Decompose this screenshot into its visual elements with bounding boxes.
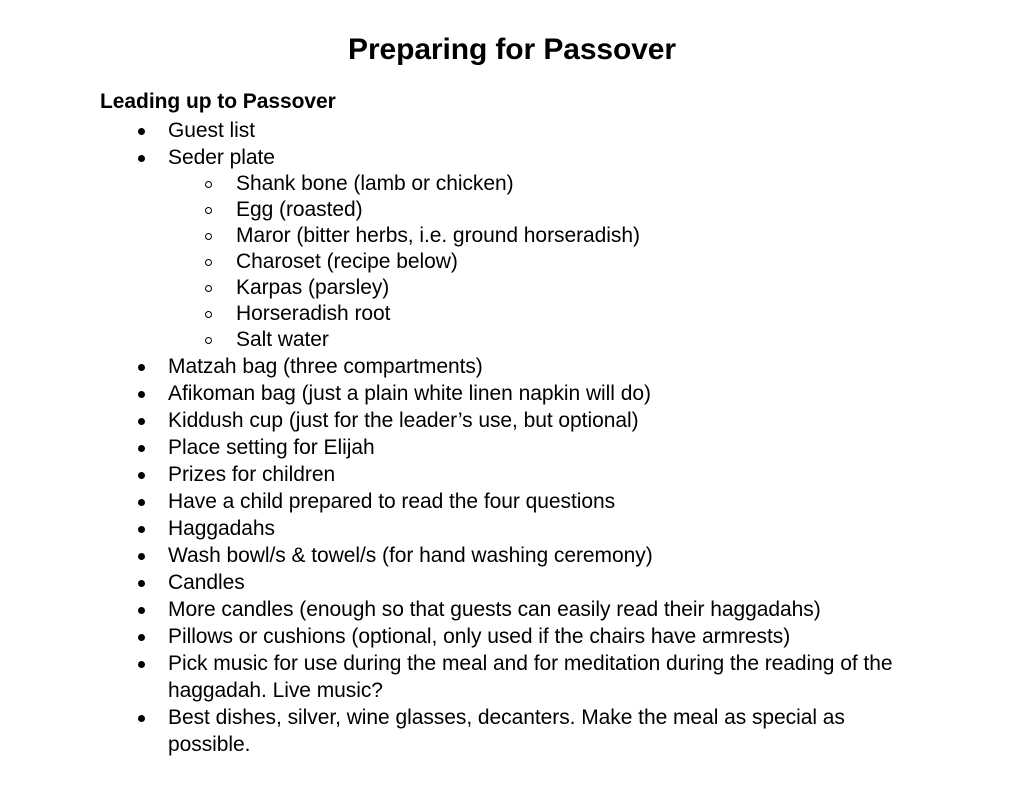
sub-list-item (0, 197, 1024, 223)
checklist (0, 117, 1024, 758)
list-item-label: Prizes for children (168, 463, 336, 486)
bullet-disc-icon (138, 661, 145, 668)
list-item-label: Place setting for Elijah (168, 436, 375, 459)
sub-list-item-label: Shank bone (lamb or chicken) (236, 172, 514, 195)
bullet-disc-icon (138, 364, 145, 371)
bullet-circle-icon (205, 207, 212, 214)
sub-list-item (0, 249, 1024, 275)
page-title: Preparing for Passover (348, 33, 676, 66)
list-item-label: More candles (enough so that guests can easily read their haggadahs) (168, 598, 821, 621)
sub-list-item (0, 301, 1024, 327)
bullet-circle-icon (205, 233, 212, 240)
bullet-circle-icon (205, 311, 212, 318)
bullet-disc-icon (138, 155, 145, 162)
bullet-disc-icon (138, 526, 145, 533)
sub-list-item-label: Egg (roasted) (236, 198, 363, 221)
list-item (0, 461, 910, 488)
sub-list-item (0, 275, 1024, 301)
section-leading-up-to-passover (0, 88, 1024, 758)
bullet-disc-icon (138, 391, 145, 398)
list-item (0, 434, 910, 461)
list-item (0, 407, 910, 434)
list-item-label: Guest list (168, 119, 256, 142)
bullet-disc-icon (138, 445, 145, 452)
list-item (0, 542, 910, 569)
list-item-label: Haggadahs (168, 517, 275, 540)
list-item-label: Pick music for use during the meal and for meditation during the reading of the haggadah. Live music? (168, 652, 893, 702)
sub-list-item-label: Maror (bitter herbs, i.e. ground horseradish) (236, 224, 640, 247)
list-item (0, 144, 910, 171)
list-item-label: Have a child prepared to read the four questions (168, 490, 616, 513)
list-item (0, 623, 910, 650)
bullet-disc-icon (138, 418, 145, 425)
sub-list-item (0, 223, 1024, 249)
sub-list-item-label: Horseradish root (236, 302, 391, 325)
list-item (0, 596, 910, 623)
list-item (0, 380, 910, 407)
list-item (0, 515, 910, 542)
sub-list-item (0, 327, 1024, 353)
bullet-disc-icon (138, 715, 145, 722)
list-item-label: Pillows or cushions (optional, only used if the chairs have armrests) (168, 625, 791, 648)
section-heading: Leading up to Passover (100, 90, 336, 113)
bullet-circle-icon (205, 259, 212, 266)
list-item-label: Seder plate (168, 146, 275, 169)
list-item (0, 650, 910, 704)
list-item (0, 569, 910, 596)
sub-checklist (0, 171, 1024, 353)
list-item (0, 353, 910, 380)
list-item (0, 704, 910, 758)
bullet-disc-icon (138, 607, 145, 614)
sub-list-item-label: Karpas (parsley) (236, 276, 390, 299)
list-item-label: Candles (168, 571, 245, 594)
bullet-circle-icon (205, 285, 212, 292)
bullet-disc-icon (138, 634, 145, 641)
sub-list-item (0, 171, 1024, 197)
bullet-circle-icon (205, 337, 212, 344)
bullet-disc-icon (138, 472, 145, 479)
bullet-disc-icon (138, 128, 145, 135)
list-item-label: Kiddush cup (just for the leader’s use, but optional) (168, 409, 639, 432)
list-item-label: Best dishes, silver, wine glasses, decanters. Make the meal as special as possible. (168, 706, 845, 756)
bullet-disc-icon (138, 499, 145, 506)
list-item (0, 488, 910, 515)
list-item (0, 117, 910, 144)
bullet-disc-icon (138, 580, 145, 587)
list-item-label: Wash bowl/s & towel/s (for hand washing ceremony) (168, 544, 653, 567)
sub-list-item-label: Salt water (236, 328, 329, 351)
bullet-disc-icon (138, 553, 145, 560)
seder-plate-subitems (0, 171, 1024, 353)
list-item-label: Matzah bag (three compartments) (168, 355, 483, 378)
sub-list-item-label: Charoset (recipe below) (236, 250, 458, 273)
bullet-circle-icon (205, 181, 212, 188)
list-item-label: Afikoman bag (just a plain white linen napkin will do) (168, 382, 651, 405)
